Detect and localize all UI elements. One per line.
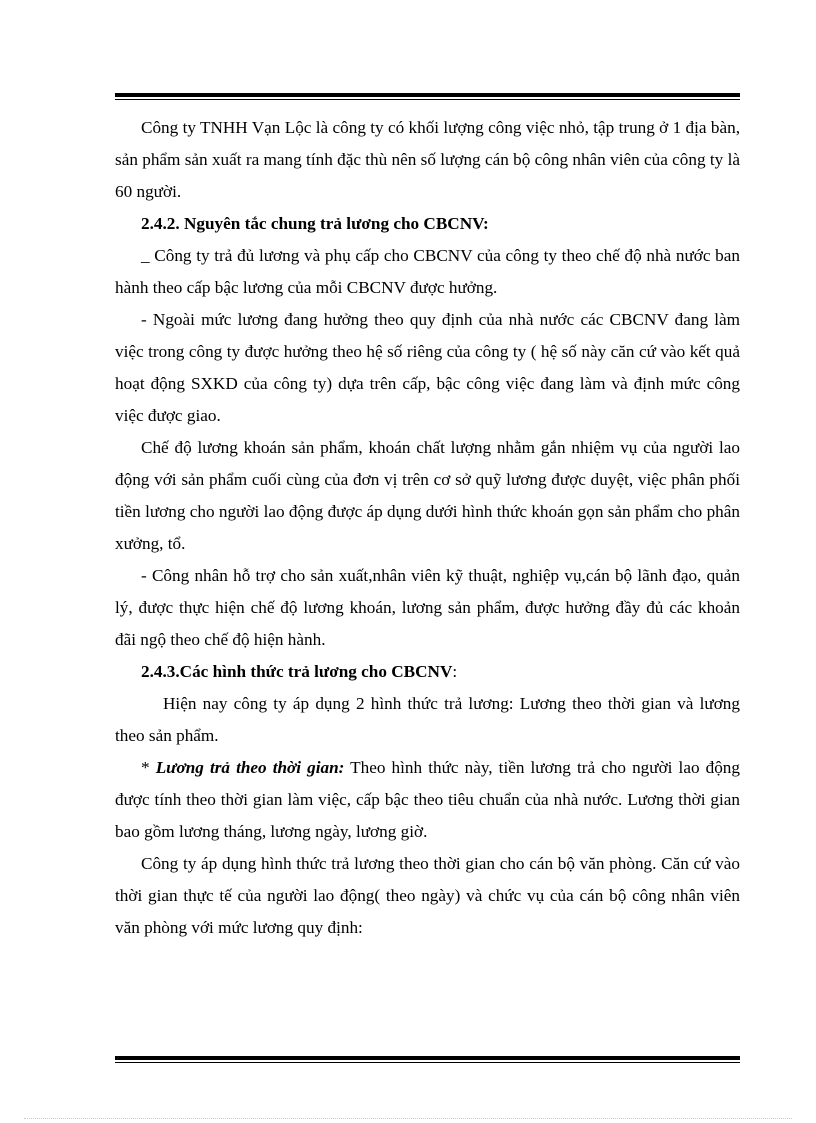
bullet-marker: *	[141, 758, 156, 777]
footer-rule-thick	[115, 1056, 740, 1060]
paragraph-time-wage	[115, 752, 740, 848]
header-rule-thick	[115, 93, 740, 97]
time-wage-description: Theo hình thức này, tiền lương trả cho người lao động được tính theo thời gian làm việc, cấp bậc theo tiêu chuẩn của nhà nước. Lương thời gian bao gồm lương tháng, lương ngày, lương giờ.	[115, 758, 740, 841]
paragraph-support-staff: - Công nhân hỗ trợ cho sản xuất,nhân viên kỹ thuật, nghiệp vụ,cán bộ lãnh đạo, quản lý, được thực hiện chế độ lương khoán, lương sản phẩm, được hưởng đầy đủ các khoản đãi ngộ theo chế độ hiện hành.	[115, 566, 740, 649]
section-heading-2-4-3	[115, 656, 740, 688]
page-bottom-dotted-border	[24, 1118, 792, 1119]
paragraph-full-salary: _ Công ty trả đủ lương và phụ cấp cho CBCNV của công ty theo chế độ nhà nước ban hành theo cấp bậc lương của mỗi CBCNV được hưởng.	[115, 246, 740, 297]
paragraph-pay-forms: Hiện nay công ty áp dụng 2 hình thức trả lương: Lương theo thời gian và lương theo sản phẩm.	[115, 694, 740, 745]
paragraph-company-intro: Công ty TNHH Vạn Lộc là công ty có khối lượng công việc nhỏ, tập trung ở 1 địa bàn, sản phẩm sản xuất ra mang tính đặc thù nên số lượng cán bộ công nhân viên của công ty là 60 người.	[115, 118, 740, 201]
time-wage-emphasis: Lương trả theo thời gian:	[155, 758, 345, 777]
paragraph-office-staff: Công ty áp dụng hình thức trả lương theo thời gian cho cán bộ văn phòng. Căn cứ vào thời gian thực tế của người lao động( theo ngày) và chức vụ của cán bộ công nhân viên văn phòng với mức lương quy định:	[115, 854, 740, 937]
document-body	[115, 112, 740, 944]
header-rule-thin	[115, 99, 740, 100]
footer-rule-thin	[115, 1062, 740, 1063]
section-heading-2-4-3-text: 2.4.3.Các hình thức trả lương cho CBCNV	[141, 662, 453, 681]
header-rule	[115, 93, 740, 100]
section-heading-2-4-3-colon: :	[452, 662, 458, 681]
section-heading-2-4-2: 2.4.2. Nguyên tắc chung trả lương cho CBCNV:	[141, 214, 489, 233]
paragraph-piece-rate: Chế độ lương khoán sản phẩm, khoán chất lượng nhằm gắn nhiệm vụ của người lao động với sản phẩm cuối cùng của đơn vị trên cơ sở quỹ lương được duyệt, việc phân phối tiền lương cho người lao động được áp dụng dưới hình thức khoán gọn sản phẩm cho phân xưởng, tổ.	[115, 438, 740, 553]
paragraph-coefficient: - Ngoài mức lương đang hưởng theo quy định của nhà nước các CBCNV đang làm việc trong công ty được hưởng theo hệ số riêng của công ty ( hệ số này căn cứ vào kết quả hoạt động SXKD của công ty) dựa trên cấp, bậc công việc đang làm và định mức công việc được giao.	[115, 310, 740, 425]
footer-rule	[115, 1056, 740, 1063]
